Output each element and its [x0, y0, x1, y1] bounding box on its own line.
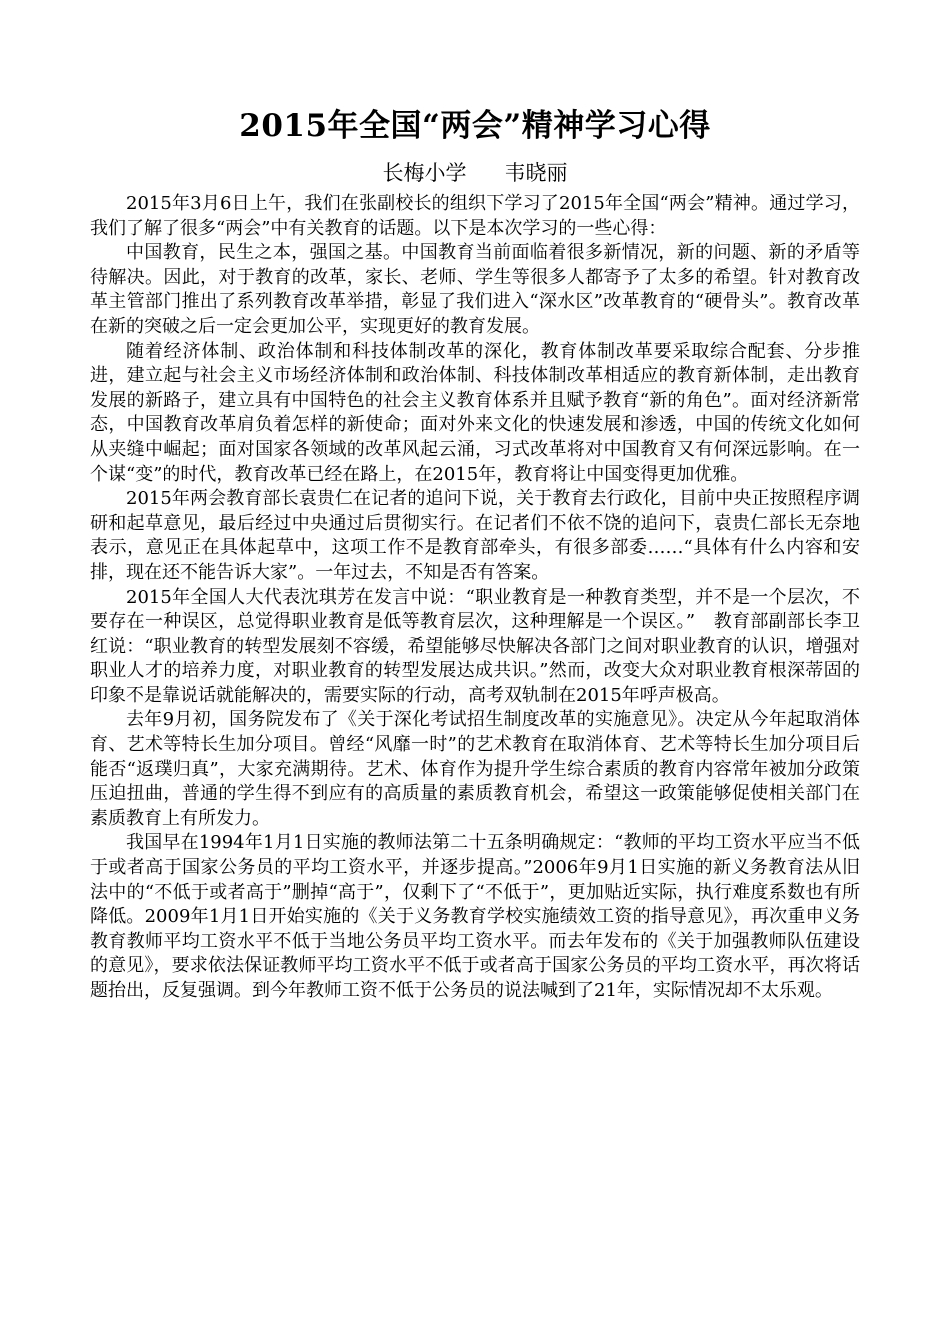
school-name: 长梅小学 [382, 161, 467, 185]
paragraph: 2015年3月6日上午，我们在张副校长的组织下学习了2015年全国“两会”精神。通过学习，我们了解了很多“两会”中有关教育的话题。以下是本次学习的一些心得： [90, 193, 860, 239]
document-page [90, 104, 860, 1004]
document-body [90, 192, 860, 1004]
paragraph: 中国教育，民生之本，强国之基。中国教育当前面临着很多新情况，新的问题、新的矛盾等待解决。因此，对于教育的改革，家长、老师、学生等很多人都寄予了太多的希望。针对教育改革主管部门推出了系列教育改革举措，彰显了我们进入“深水区”改革教育的“硬骨头”。教育改革在新的突破之后一定会更加公平，实现更好的教育发展。 [90, 242, 860, 337]
byline [90, 158, 860, 188]
paragraph: 2015年全国人大代表沈琪芳在发言中说：“职业教育是一种教育类型，并不是一个层次，不要存在一种误区，总觉得职业教育是低等教育层次，这种理解是一个误区。” 教育部副部长李卫红说：“职业教育的转型发展刻不容缓，希望能够尽快解决各部门之间对职业教育的认识，增强对职业人才的培养力度，对职业教育的转型发展达成共识。”然而，改变大众对职业教育根深蒂固的印象不是靠说话就能解决的，需要实际的行动，高考双轨制在2015年呼声极高。 [90, 586, 860, 706]
paragraph: 2015年两会教育部长袁贵仁在记者的追问下说，关于教育去行政化，目前中央正按照程序调研和起草意见，最后经过中央通过后贯彻实行。在记者们不依不饶的追问下，袁贵仁部长无奈地表示，意见正在具体起草中，这项工作不是教育部牵头，有很多部委……“具体有什么内容和安排，现在还不能告诉大家”。一年过去，不知是否有答案。 [90, 488, 860, 583]
author-name: 韦晓丽 [504, 161, 568, 185]
document-title: 2015年全国“两会”精神学习心得 [239, 108, 711, 144]
paragraph: 我国早在1994年1月1日实施的教师法第二十五条明确规定：“教师的平均工资水平应当不低于或者高于国家公务员的平均工资水平，并逐步提高。”2006年9月1日实施的新义务教育法从旧法中的“不低于或者高于”删掉“高于”，仅剩下了“不低于”，更加贴近实际，执行难度系数也有所降低。2009年1月1日开始实施的《关于义务教育学校实施绩效工资的指导意见》，再次重申义务教育教师平均工资水平不低于当地公务员平均工资水平。而去年发布的《关于加强教师队伍建设的意见》，要求依法保证教师平均工资水平不低于或者高于国家公务员的平均工资水平，再次将话题抬出，反复强调。到今年教师工资不低于公务员的说法喊到了21年，实际情况却不太乐观。 [90, 832, 860, 1001]
paragraph: 随着经济体制、政治体制和科技体制改革的深化，教育体制改革要采取综合配套、分步推进，建立起与社会主义市场经济体制和政治体制、科技体制改革相适应的教育新体制，走出教育发展的新路子，建立具有中国特色的社会主义教育体系并且赋予教育“新的角色”。面对经济新常态，中国教育改革肩负着怎样的新使命；面对外来文化的快速发展和渗透，中国的传统文化如何从夹缝中崛起；面对国家各领域的改革风起云涌，习式改革将对中国教育又有何深远影响。在一个谋“变”的时代，教育改革已经在路上，在2015年，教育将让中国变得更加优雅。 [90, 340, 860, 485]
paragraph: 去年9月初，国务院发布了《关于深化考试招生制度改革的实施意见》。决定从今年起取消体育、艺术等特长生加分项目。曾经“风靡一时”的艺术教育在取消体育、艺术等特长生加分项目后能否“返璞归真”，大家充满期待。艺术、体育作为提升学生综合素质的教育内容常年被加分政策压迫扭曲，普通的学生得不到应有的高质量的素质教育机会，希望这一政策能够促使相关部门在素质教育上有所发力。 [90, 709, 860, 829]
